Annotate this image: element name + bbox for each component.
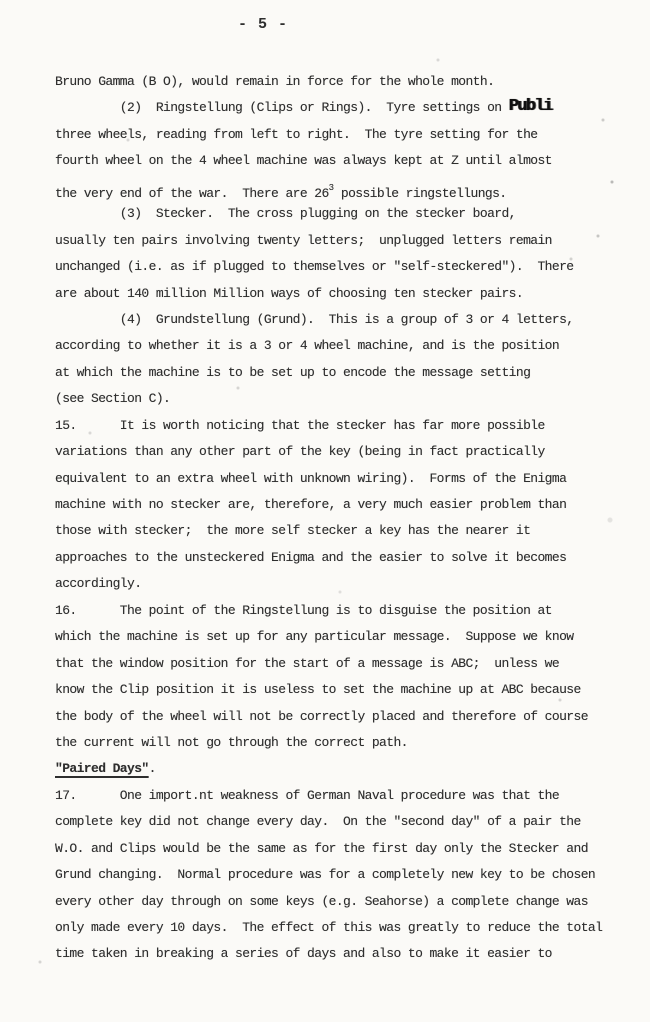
text-line (55, 941, 602, 967)
text-line (55, 651, 602, 677)
text-run: three wheels, reading from left to right. The tyre setting for the (55, 126, 538, 142)
text-run: approaches to the unsteckered Enigma and the easier to solve it becomes (55, 549, 567, 565)
text-line (55, 360, 602, 386)
text-run: (2) Ringstellung (Clips or Rings). Tyre settings on (55, 100, 509, 116)
text-run: are about 140 million Million ways of choosing ten stecker pairs. (55, 285, 524, 301)
text-run: variations than any other part of the key (being in fact practically (55, 444, 545, 460)
text-line (55, 333, 602, 359)
text-line (55, 783, 602, 809)
text-line (55, 228, 602, 254)
text-line (55, 69, 602, 95)
text-run: possible ringstellungs. (333, 185, 507, 201)
text-line (55, 148, 602, 174)
text-run: equivalent to an extra wheel with unknown wiring). Forms of the Enigma (55, 470, 567, 486)
text-line (55, 730, 602, 756)
text-run: only made every 10 days. The effect of this was greatly to reduce the total (55, 920, 603, 935)
text-run: Bruno Gamma (B O), would remain in force for the whole month. (55, 74, 495, 89)
text-run: (4) Grundstellung (Grund). This is a group of 3 or 4 letters, (55, 311, 574, 327)
text-line (55, 307, 602, 333)
text-run: W.O. and Clips would be the same as for the first day only the Stecker and (55, 840, 588, 856)
text-run: fourth wheel on the 4 wheel machine was always kept at Z until almost (55, 153, 552, 169)
text-run: at which the machine is to be set up to encode the message setting (55, 364, 531, 380)
text-run: those with stecker; the more self stecker a key has the nearer it (55, 523, 531, 539)
text-run: 17. One import.nt weakness of German Naval procedure was that the (55, 787, 560, 803)
text-run: "Paired Days" (55, 761, 149, 777)
text-run: . (148, 761, 156, 777)
text-line (55, 889, 602, 915)
text-line (55, 386, 602, 412)
text-line (55, 518, 602, 544)
text-run: the body of the wheel will not be correctly placed and therefore of course (55, 708, 588, 724)
text-run: which the machine is set up for any particular message. Suppose we know (55, 629, 574, 645)
text-run: accordingly. (55, 576, 142, 592)
text-run: machine with no stecker are, therefore, a very much easier problem than (55, 497, 567, 512)
text-run: the very end of the war. There are 26 (55, 185, 329, 201)
text-run: unchanged (i.e. as if plugged to themselves or "self-steckered"). There (55, 259, 574, 275)
text-run: (3) Stecker. The cross plugging on the stecker board, (55, 206, 516, 222)
page-number: - 5 - (237, 16, 288, 33)
text-line (55, 95, 602, 121)
document-text (55, 69, 602, 968)
text-line (55, 545, 602, 571)
text-line (55, 915, 602, 941)
text-line (55, 704, 602, 730)
text-line (55, 122, 602, 148)
text-line (55, 413, 602, 439)
text-run: Grund changing. Normal procedure was for a completely new key to be chosen (55, 867, 596, 883)
text-run: 16. The point of the Ringstellung is to disguise the position at (55, 602, 552, 618)
text-line (55, 756, 602, 782)
text-run: the current will not go through the correct path. (55, 734, 408, 750)
text-line (55, 201, 602, 227)
text-line (55, 466, 602, 492)
text-run: according to whether it is a 3 or 4 wheel machine, and is the position (55, 338, 560, 354)
text-run: complete key did not change every day. On the "second day" of a pair the (55, 814, 581, 830)
text-line (55, 624, 602, 650)
text-run: (see Section C). (55, 391, 171, 407)
text-run: usually ten pairs involving twenty letters; unplugged letters remain (55, 232, 552, 248)
text-run: 15. It is worth noticing that the stecker has far more possible (55, 417, 545, 433)
text-run: 3 (328, 182, 334, 193)
text-run: that the window position for the start of a message is ABC; unless we (55, 655, 560, 671)
text-line (55, 281, 602, 307)
text-line (55, 492, 602, 518)
text-run: every other day through on some keys (e.g. Seahorse) a complete change was (55, 893, 588, 909)
text-run: time taken in breaking a series of days and also to make it easier to (55, 946, 552, 962)
text-line (55, 439, 602, 465)
text-line (55, 862, 602, 888)
text-line (55, 571, 602, 597)
text-line (55, 254, 602, 280)
publ-stamp: Publi (508, 97, 552, 117)
text-line (55, 677, 602, 703)
text-line (55, 836, 602, 862)
text-line (55, 175, 602, 201)
text-run: know the Clip position it is useless to set the machine up at ABC because (55, 682, 581, 698)
text-line (55, 809, 602, 835)
text-line (55, 598, 602, 624)
